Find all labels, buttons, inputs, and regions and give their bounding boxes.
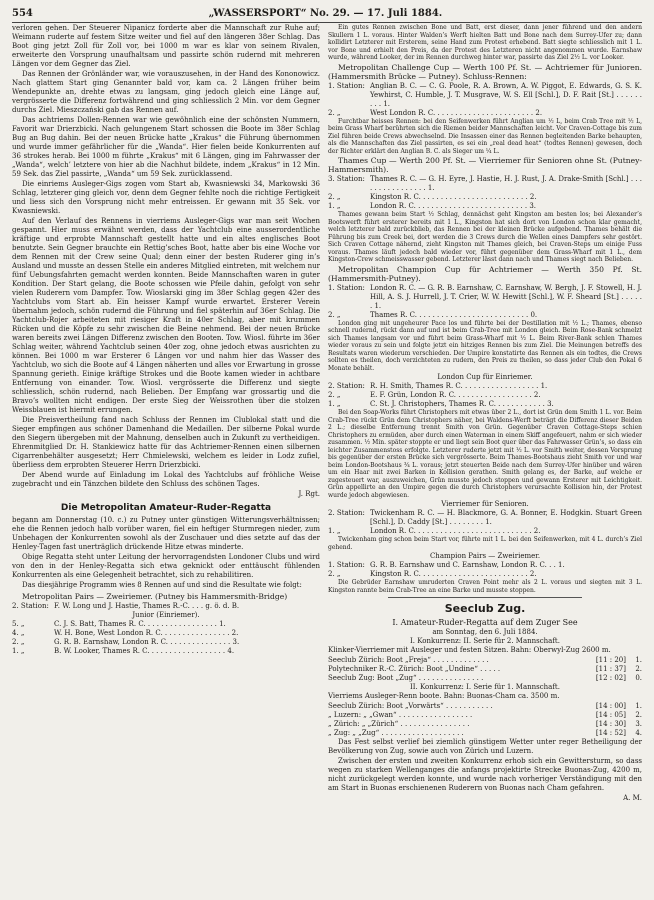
placing: 0. [635,674,642,682]
placing: 4. [635,729,642,737]
station: 2. „ [328,193,341,201]
event-date: am Sonntag, den 6. Juli 1884. [432,628,538,636]
crew: Polytechniker R.-C. Zürich: Boot „Undine“ . . . . . [328,665,501,673]
paragraph: verloren gehen. Der Steuerer Nipanicz forderte aber die Mannschaft zur Ruhe auf; Weimann ruderte auf festem Sitze weiter und fiel auf den längeren 38er Schlag. Das Boot ging jetzt Zoll für Zoll vor, bei 1000 m war es klar von seinem Rivalen, erweiterte den Vorsprung unaufhaltsam und passirte schön rudernd mit mehreren Längen vor dem Gegner das Ziel. [12,24,320,68]
right-column [328,24,642,896]
crew: „ Zürich: „ „Zürich“ . . . . . . . . . . . . . . . . [328,720,470,728]
race-result [328,527,642,536]
crew: Kingston R. C. . . . . . . . . . . . . . . . . . . . . . . . . 2. [370,193,537,201]
station: 2. „ [12,638,25,646]
race-description: Klinker-Vierriemer mit Ausleger und festen Sitzen. Bahn: Oberwyl-Zug 2600 m. [328,646,611,654]
crew: „ Zug: „ „Zug“ . . . . . . . . . . . . . . . . . . . [328,729,464,737]
race-result [12,620,320,629]
crew: Anglian B. C. — C. G. Poole, R. A. Brown, A. W. Piggot, E. Edwards, G. S. K. Yewhirst, C. Humble, J. T. Musgrave, W. S. Ell [Schl.], D. F. Rait [St.] . . . . . . . . . 1. [370,81,642,108]
paragraph: Das Rennen der Grönländer war, wie vorauszusehen, in der Hand des Kononowicz. Nach glattem Start ging Genannter bald vor, kam ca. 2 Längen früher beim Wendepunkte an, drehte etwas zu langsam, ging jedoch gleich eine Länge auf, vergrösserte die Differenz fortwährend und ging schliesslich 2 Min. vor dem Gegner durchs Ziel. Mieszczański gab das Rennen auf. [12,70,320,114]
crew: W. H. Bone, West London R. C. . . . . . . . . . . . . . . . 2. [54,629,239,637]
station: 5. „ [12,620,25,628]
race-time: [14 : 52] [595,729,626,737]
crew: London R. C. . . . . . . . . . . . . . . . . . . . . . . . . . . 2. [370,527,541,535]
station: 3. Station: [328,175,365,183]
placing: 2. [635,665,642,673]
journal-title: „WASSERSPORT“ No. 29. — 17. Juli 1884. [208,7,443,19]
section-title: Seeclub Zug. [444,602,526,615]
crew: G. R. B. Earnshaw, London R. C. . . . . . . . . . . . . . . 3. [54,638,240,646]
race-time: [14 : 05] [595,711,626,719]
paragraph: Auf den Verlauf des Rennens in vierriems Ausleger-Gigs war man seit Wochen gespannt. Hier muss erwähnt werden, dass der Yachtclub eine ausserordentliche kräftige und erprobte Mannschaft gestellt hatte und ein altes englisches Boot benutzte. Sein Gegner brauchte ein Rettig’sches Boot, hatte aber bis eine Woche vor dem Rennen mit der Crew seine Qual; denn einer der besten Ruderer ging in’s Ausland und musste an dessen Stelle ein anderes Mitglied eintreten, mit welchem nur fünf Uebungsfahrten gemacht werden konnten. Beide Mannschaften waren in guter Kondition. Der Start gelang, die Boote schossen wie Pfeile dahin, gefolgt von sehr vielen Ruderern vom Dampfer. Tow. Wioslarski ging im 38er Schlag gegen 42er des Yachtclubs vom Start ab. Ein heisser Kampf wurde erwartet. Ersterer Verein übernahm jedoch, schön rudernd die Führung und fiel späterhin auf 36er Schlag. Die Yachtclub-Rojer arbeiteten mit riesiger Kraft in 40er Schlag, aber mit krummen Rücken und die Köpfe zu sehr zwischen die Beine nehmend. Bei der neuen Brücke waren bereits zwei Längen Differenz zwischen den Booten. Tow. Wiosl. führte im 36er Schlag weiter, während Yachtclub seinen 40er zog, ohne jedoch etwas ausrichten zu können. Bei 1000 m war Ersterer 6 Längen vor und nahm hier das Wasser des Yachtclub, wo sich die Boote auf 4 Längen näherten und alles vor Erwartung in grosse Spannung gerieth. Einige kräftige Strokes und die Boote kamen wieder in achtbare Entfernung von einander. Tow. Wiosl. vergrösserte die Differenz und siegte schliesslich, schön rudernd, nach Belieben. Der Empfang war grossartig und die Bravo’s wollten nicht endigen. Der erste Sieg der Weissrothen über die stolzen Weissblauen ist hiermit errungen. [12,217,320,414]
race-result [328,400,642,409]
crew: C. J. S. Batt, Thames R. C. . . . . . . . . . . . . . . . . 1. [54,620,226,628]
paragraph: Das diesjährige Programm wies 8 Rennen auf und sind die Resultate wie folgt: [22,581,302,589]
station: 1. Station: [328,283,365,292]
race-title: Junior (Einriemer). [132,611,200,619]
crew: West London R. C. . . . . . . . . . . . . . . . . . . . . . . 2. [370,108,543,117]
race-result [328,193,642,202]
race-result [328,391,642,400]
crew: Seeclub Zug: Boot „Zug“ . . . . . . . . . . . . . . . [328,674,484,682]
race-result [328,284,642,311]
page-header [12,6,642,23]
crew: Kingston R. C. . . . . . . . . . . . . . . . . . . . . . . . . 2. [370,570,537,578]
station: 2. „ [328,391,341,399]
crew: C. St. J. Christophers, Thames R. C. . . . . . . . . . . . 3. [370,400,554,408]
race-result [328,311,642,320]
race-note: Bei den Soap-Works führt Christophers mit etwas über 2 L., dort ist Grün dem Smith 1 L. vor. Beim Crab-Tree rückt Grün dem Christophers näher, bei Waldens-Werft beträgt die Differenz dieser Beiden 2 L.; dieselbe Entfernung trennt Smith von Grün. Gegenüber Craven Cottage-Steps schien Christophers zu ermüden, aber durch einen Waterman in einem Skiff angefeuert, nahm er sich wieder zusammen. ½ Min. später stoppte er und liegt sein Boot quer über das Fahrwasser Grün’s, so dass ein leichter Zusammenstoss erfolgte. Letzterer ruderte jetzt mit ½ L. vor Smith weiter, dessen Vorsprung bis gegenüber der ersten Brücke sich vergrösserte. Beim Thames-Bootshaus zieht Smith vor und war beim London-Bootshaus ¾ L. voraus; jetzt steuerten Beide nach dem Surrey-Ufer hinüber und wären um ein Haar mit zwei Barken in Kollision gerathen. Smith gelang es, der Barke, auf welche er zugesteuert war, auszuweichen, Grün musste jedoch stoppen und gewann Ersterer mit Leichtigkeit. Grün appellirte an den Umpire gegen die durch Christophers verursachte Kollision hin, der Protest wurde jedoch abgewiesen. [328,409,642,499]
race-result [328,202,642,211]
placing: 1. [635,702,642,710]
race-note: Die Gebrüder Earnshaw umruderten Craven Point mehr als 2 L. voraus und siegten mit 3 L. Kingston rannte beim Crab-Tree an eine Barke und musste stoppen. [328,579,642,594]
paragraph: Zwischen der ersten und zweiten Konkurrenz erhob sich ein Gewittersturm, so dass wegen zu starken Wellenganges die anfangs projektirte Strecke Buonas-Zug, 4200 m, nicht zurückgelegt werden konnte, und wurde nach vorheriger Verständigung mit den am Start in Buonas erschienenen Ruderern von Buonas nach Cham gefahren. [328,757,642,792]
race-title: Vierriemer für Senioren. [441,500,529,508]
race-title: Thames Cup — Werth 200 Pf. St. — Vierriemer für Senioren ohne St. (Putney-Hammersmith). [328,156,642,174]
station: 1. „ [328,400,341,408]
crew: R. H. Smith, Thames R. C. . . . . . . . . . . . . . . . . . 1. [370,382,548,390]
race-title: Metropolitan Champion Cup für Achtriemer — Werth 350 Pf. St. (Hammersmith-Putney). [328,264,642,283]
crew: Seeclub Zürich: Boot „Vorwärts“ . . . . . . . . . . . [328,702,493,710]
race-block [12,592,320,656]
race-time: [11 : 20] [595,656,626,664]
race-result [328,109,642,118]
race-result [328,82,642,109]
race-result [328,665,642,674]
race-result [12,602,320,611]
race-result [328,702,642,711]
crew: Thames R. C. . . . . . . . . . . . . . . . . . . . . . . . . . 0. [370,310,538,319]
left-column [12,24,320,896]
section-subtitle: I. Amateur-Ruder-Regatta auf dem Zuger See [392,618,578,627]
paragraph: Die einriems Ausleger-Gigs zogen vom Start ab, Kwasniewski 34, Markowski 36 Schlag, letzterer ging gleich vor, denn dem Gegner fehlte noch die richtige Fertigkeit und liess sich den Vorsprung nicht mehr entreissen. Er gewann mit 35 Sek. vor Kwasniewski. [12,180,320,215]
race-note: Twickenham ging schon beim Start vor, führte mit 1 L. bei den Seifenwerken, mit 4 L. durch’s Ziel gehend. [328,536,642,551]
race-note: Ein gutes Rennen zwischen Bone und Batt, erst dieser, dann jener führend und den andern Skullern 1 L. voraus. Hinter Walden’s Werft hielten Batt und Bone nach dem Surrey-Ufer zu; dann kollidirt Letzterer mit Ersterem, seine Hand zum Protest erhebend. Batt siegte schliesslich mit 1 L. vor Bone und erhielt den Preis, da der Protest des Letzteren nicht angenommen wurde. Earnshaw wurde, während Looker, der im Rennen durchweg hinter war, passirte das Ziel 2½ L. vor Looker. [328,24,642,61]
paragraph: Der Abend wurde auf Einladung im Lokal des Yachtclubs auf fröhliche Weise zugebracht und ein Tänzchen bildete den Schluss des schönen Tages. [12,471,320,488]
crew: B. W. Looker, Thames R. C. . . . . . . . . . . . . . . . . . 4. [54,647,235,655]
race-result [328,674,642,683]
station: 2. „ [328,310,341,319]
crew: „ Luzern: „ „Gwan“ . . . . . . . . . . . . . . . . . [328,711,473,719]
section-title: Die Metropolitan Amateur-Ruder-Regatta [60,503,272,513]
crew: Twickenham R. C. — H. Blackmore, G. A. Bonner, E. Hodgkin. Stuart Green [Schl.], D. Caddy [St.] . . . . . . . . 1. [370,509,642,526]
signature: A. M. [623,794,642,802]
race-title: Metropolitan Challenge Cup — Werth 100 Pf. St. — Achtriemer für Junioren. (Hammersmith Brücke — Putney). Schluss-Rennen: [328,62,642,81]
race-result [328,382,642,391]
crew: Thames R. C. — G. H. Eyre, J. Hastie, H. J. Rust, J. A. Drake-Smith [Schl.] . . . . . . . . . . . . . . . . 1. [370,175,642,192]
race-result [328,656,642,665]
crew: Seeclub Zürich: Boot „Freja“ . . . . . . . . . . . . . [328,656,489,664]
race-time: [14 : 00] [595,702,626,710]
race-result [12,629,320,638]
station: 1. „ [12,647,25,655]
race-result [328,561,642,570]
race-result [328,175,642,193]
paragraph: Das Fest selbst verlief bei ziemlich günstigem Wetter unter reger Betheiligung der Bevölkerung von Zug, sowie auch von Zürich und Luzern. [328,738,642,755]
race-result [328,570,642,579]
station: 1. Station: [328,81,365,90]
station: 1. Station: [328,561,365,569]
race-result [328,711,642,720]
race-note: Thames gewann beim Start ½ Schlag, dennächst geht Kingston am besten los; bei Alexander’s Bootswerft führt ersterer bereits mit 1 L., Kingston hat sich dort von London schon klar gemacht, welch letzterer bald zurückblieb, das Rennen bei der kleinen Brücke aufgebend. Thames behält die Führung bis zum Creek bei, dort werden die 3 Crews durch die Wellen eines Dampfers sehr gestört. Sich Craven Cottage nähernd, zieht Kingston mit Thames gleich, bei Craven-Steps um einige Fuss voraus. Thames läuft jedoch bald wieder vor, führt gegenüber dem Grass-Wharf mit 1 L., dem Kingston-Crew schmeisswasser gebend. Letzterer lässt dann nach und Thames siegt nach Belieben. [328,211,642,263]
race-result [328,729,642,738]
race-time: [14 : 30] [595,720,626,728]
paragraph: Obige Regatta steht unter Leitung der hervorragendsten Londoner Clubs und wird von den in der Henley-Regatta sich etwa geknickt oder enttäuscht fühlenden Konkurrenten als eine Gelegenheit betrachtet, sich zu rehabilitiren. [12,553,320,579]
race-title: Metropolitan Pairs — Zweiriemer. (Putney bis Hammersmith-Bridge) [22,592,288,601]
station: 1. „ [328,202,341,210]
crew: G. R. B. Earnshaw und C. Earnshaw, London R. C. . . 1. [370,561,565,569]
crew: E. F. Grün, London R. C. . . . . . . . . . . . . . . . . . 2. [370,391,541,399]
station: 2. „ [328,570,341,578]
race-description: Vierriems Ausleger-Renn boote. Bahn: Buonas-Cham ca. 3500 m. [328,692,560,700]
race-title: Champion Pairs — Zweiriemer. [429,552,541,560]
race-result [328,509,642,527]
race-title: II. Konkurrenz: I. Serie für 1. Mannschaft. [410,683,560,691]
race-title: London Cup für Einriemer. [437,373,533,381]
placing: 1. [635,656,642,664]
race-result [12,638,320,647]
race-title: I. Konkurrenz: II. Serie für 2. Mannschaft. [410,637,560,645]
station: 4. „ [12,629,25,637]
station: 2. Station: [12,602,49,610]
station: 2. Station: [328,509,365,517]
paragraph: begann am Donnerstag (10. c.) zu Putney unter günstigen Witterungsverhältnissen; ehe die Rennen jedoch halb vorüber waren, fiel ein heftiger Sturmregen nieder, zum Unbehagen der Konkurrenten sowohl als der Zuschauer und dies setzte auf das der Henley-Tagen fast unerträglich drückende Hitze etwas minderte. [12,516,320,551]
race-note: Furchtbar heisses Rennen: bei den Seifenwerken führt Anglian um ½ L, beim Crab Tree mit ½ L, beim Grass Wharf berührten sich die Riemen beider Mannschaften leicht. Vor Craven-Cottage bis zum Ziel führen beide Crews abwechselnd. Die Insassen einer das Rennen begleitenden Barke behaupten, als die Mannschaften das Ziel passirten, es sei ein „real dead heat“ (todtes Rennen) gewesen, doch der Richter erklärt den Anglian B. C. als Sieger um ¼ L. [328,117,642,155]
placing: 3. [635,720,642,728]
station: 2. Station: [328,382,365,390]
race-time: [11 : 37] [595,665,626,673]
crew: London R. C. . . . . . . . . . . . . . . . . . . . . . . . . . 3. [370,202,537,210]
signature: J. Rgt. [298,490,320,498]
paragraph: Das achtriems Dollen-Rennen war wie gewöhnlich eine der schönsten Nummern, Favorit war Drierzbicki. Nach gelungenem Start schossen die Boote im 38er Schlag Bug an Bug dahin. Bei der neuen Brücke hatte „Krakus“ die Führung übernommen und wurde immer gefährlicher für die „Wanda“. Hier fielen beide Konkurrenten auf 36 strokes herab. Bei 1000 m führte „Krakus“ mit 6 Längen, ging im Fahrwasser der „Wanda“, welch’ letztere von hier ab die Nachhut bildete, indem „Krakus“ in 12 Min. 59 Sek. das Ziel passirte, „Wanda“ um 59 Sek. zurücklassend. [12,116,320,178]
station: 2. „ [328,108,341,117]
page-number: 554 [12,7,33,19]
divider [388,597,582,598]
crew: London R. C. — G. R. B. Earnshaw, C. Earnshaw, W. Bergh, J. F. Stowell, H. J. Hill, A. S. J. Hurrell, J. T. Crier, W. W. Hewitt [Schl.], W. F. Sheard [St.] . . . . . . 1. [370,283,642,310]
race-result [328,720,642,729]
station: 1. „ [328,527,341,535]
race-time: [12 : 02] [595,674,626,682]
race-note: London ging mit ungeheurer Pace los und führte bei der Destillation mit ½ L.; Thames, ebenso schnell rudernd, rückt dann auf und ist beim Crab-Tree mit London gleich. Beim Rose-Bank schmelzt sich Thames langsam vor und führt beim Grass-Wharf mit ½ L. Beim River-Bank schlen Thames wieder voraus zu sein und folgte jetzt ein hitziges Rennen bis zum Ziel. Die Meinungen betreffs des Resultats waren wiederum verschieden. Der Umpire konstatirte das Rennen als ein todtes, die Crews sollten es theilen, doch verzichteten zu rudern, den Preis zu theilen, so dass jeder Club den Pokal 6 Monate behält. [328,319,642,372]
race-result [12,647,320,656]
crew: F. W. Long und J. Hastie, Thames R.-C. . . . g. ö. d. B. [54,602,240,610]
paragraph: Die Preisvertheilung fand nach Schluss der Rennen im Clublokal statt und die Sieger empfingen aus schöner Damenhand die Medaillen. Der silberne Pokal wurde den Siegern übergeben mit der Mahnung, denselben auch in Zukunft zu vertheidigen. Ehrenmitglied Dr. H. Stankiewicz hatte für das Achtriemer-Rennen einen silbernen Cigarrenbehälter ausgesetzt; Herr Chmielewski, welchem es leider in Lodz zufiel, überliess dem erprobten Steuerer Herrn Drierzbicki. [12,416,320,469]
placing: 2. [635,711,642,719]
